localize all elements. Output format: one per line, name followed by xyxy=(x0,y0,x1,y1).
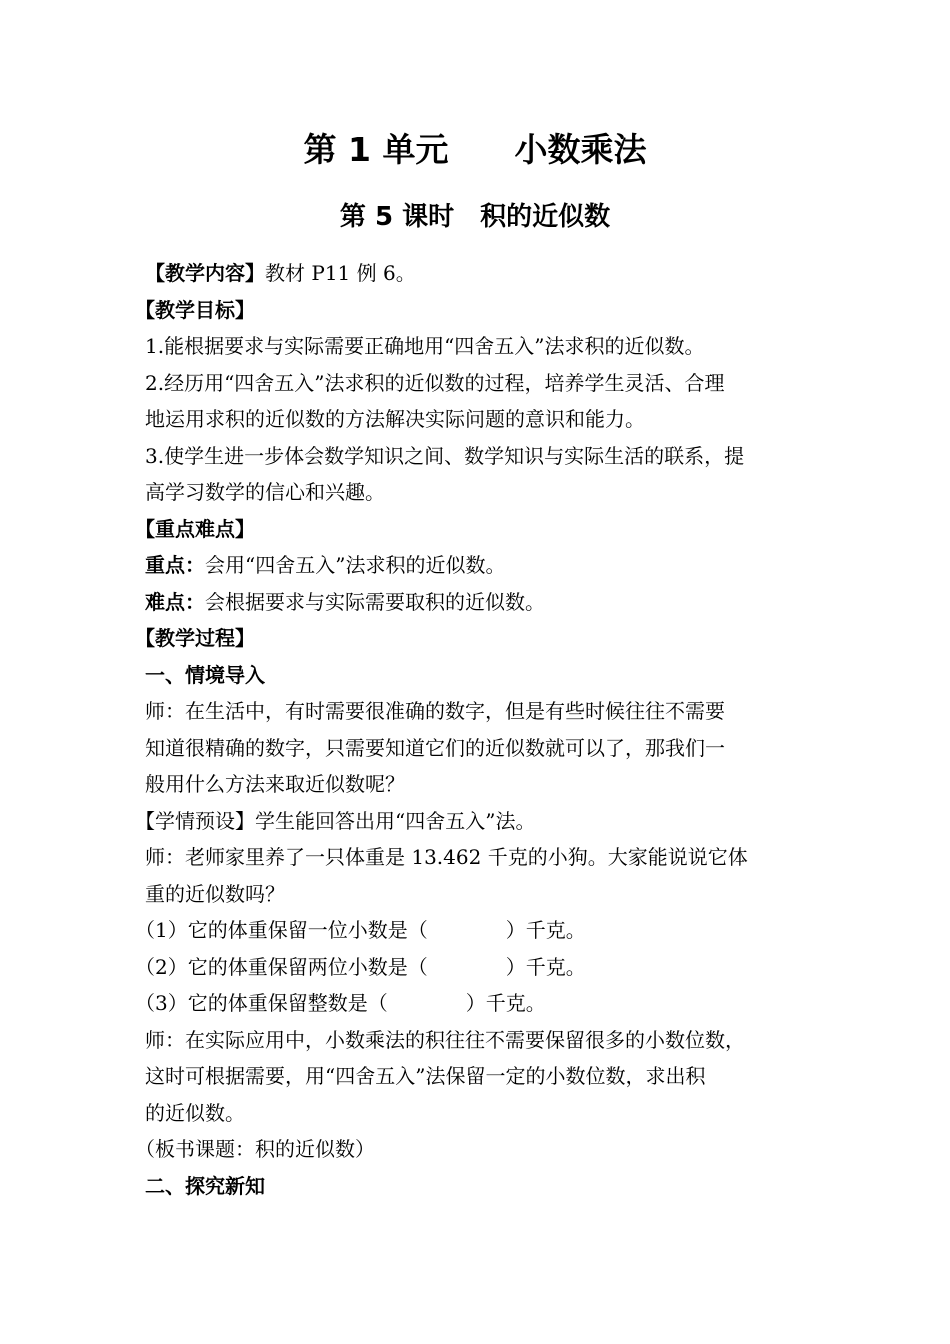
question-3-suffix: ）千克。 xyxy=(465,991,546,1015)
dog-line-2: 重的近似数吗？ xyxy=(145,881,285,906)
goal-2-line-1: 2.经历用“四舍五入”法求积的近似数的过程，培养学生灵活、合理 xyxy=(145,370,725,395)
key-point-line xyxy=(145,547,825,584)
intro-line-2: 知道很精确的数字，只需要知道它们的近似数就可以了，那我们一 xyxy=(145,735,725,760)
question-1-suffix: ）千克。 xyxy=(505,918,586,942)
dog-line-1: 师：老师家里养了一只体重是 13.462 千克的小狗。大家能说说它体 xyxy=(145,845,748,869)
section-2-heading: 二、探究新知 xyxy=(145,1173,265,1198)
key-point-text: 会用“四舍五入”法求积的近似数。 xyxy=(205,553,506,577)
difficult-point-line xyxy=(145,584,825,621)
teaching-process-heading: 【教学过程】 xyxy=(135,626,255,650)
apply-line-3: 的近似数。 xyxy=(145,1100,245,1125)
intro-line-3: 般用什么方法来取近似数呢？ xyxy=(145,772,405,796)
key-points-heading: 【重点难点】 xyxy=(135,516,255,541)
teaching-content-text: 教材 P11 例 6。 xyxy=(265,261,416,285)
unit-title: 第 1 单元 小数乘法 xyxy=(303,130,647,169)
goal-1: 1.能根据要求与实际需要正确地用“四舍五入”法求积的近似数。 xyxy=(145,334,705,358)
document-body xyxy=(135,255,825,1204)
question-2-prefix: （2）它的体重保留两位小数是（ xyxy=(135,954,428,979)
difficult-point-label: 难点： xyxy=(145,589,205,614)
question-1 xyxy=(135,912,825,949)
key-point-label: 重点： xyxy=(145,553,205,577)
question-3-prefix: （3）它的体重保留整数是（ xyxy=(135,991,388,1015)
question-1-prefix: （1）它的体重保留一位小数是（ xyxy=(135,918,428,942)
student-preset: 【学情预设】学生能回答出用“四舍五入”法。 xyxy=(135,808,536,833)
apply-line-1: 师：在实际应用中，小数乘法的积往往不需要保留很多的小数位数， xyxy=(145,1027,745,1052)
question-2 xyxy=(135,949,825,986)
goal-3-line-1: 3.使学生进一步体会数学知识之间、数学知识与实际生活的联系，提 xyxy=(145,443,745,468)
lesson-title: 第 5 课时 积的近似数 xyxy=(339,202,611,232)
goal-3-line-2: 高学习数学的信心和兴趣。 xyxy=(145,480,385,504)
question-3 xyxy=(135,985,825,1022)
question-2-suffix: ）千克。 xyxy=(505,954,586,979)
teaching-content-line xyxy=(145,255,825,292)
teaching-goals-heading: 【教学目标】 xyxy=(135,297,255,322)
difficult-point-text: 会根据要求与实际需要取积的近似数。 xyxy=(205,589,545,614)
intro-line-1: 师：在生活中，有时需要很准确的数字，但是有些时候往往不需要 xyxy=(145,699,725,723)
teaching-content-heading: 【教学内容】 xyxy=(145,261,265,285)
apply-line-2: 这时可根据需要，用“四舍五入”法保留一定的小数位数，求出积 xyxy=(145,1064,706,1088)
section-1-heading: 一、情境导入 xyxy=(145,662,265,687)
board-note: （板书课题：积的近似数） xyxy=(135,1137,375,1161)
goal-2-line-2: 地运用求积的近似数的方法解决实际问题的意识和能力。 xyxy=(145,407,645,431)
